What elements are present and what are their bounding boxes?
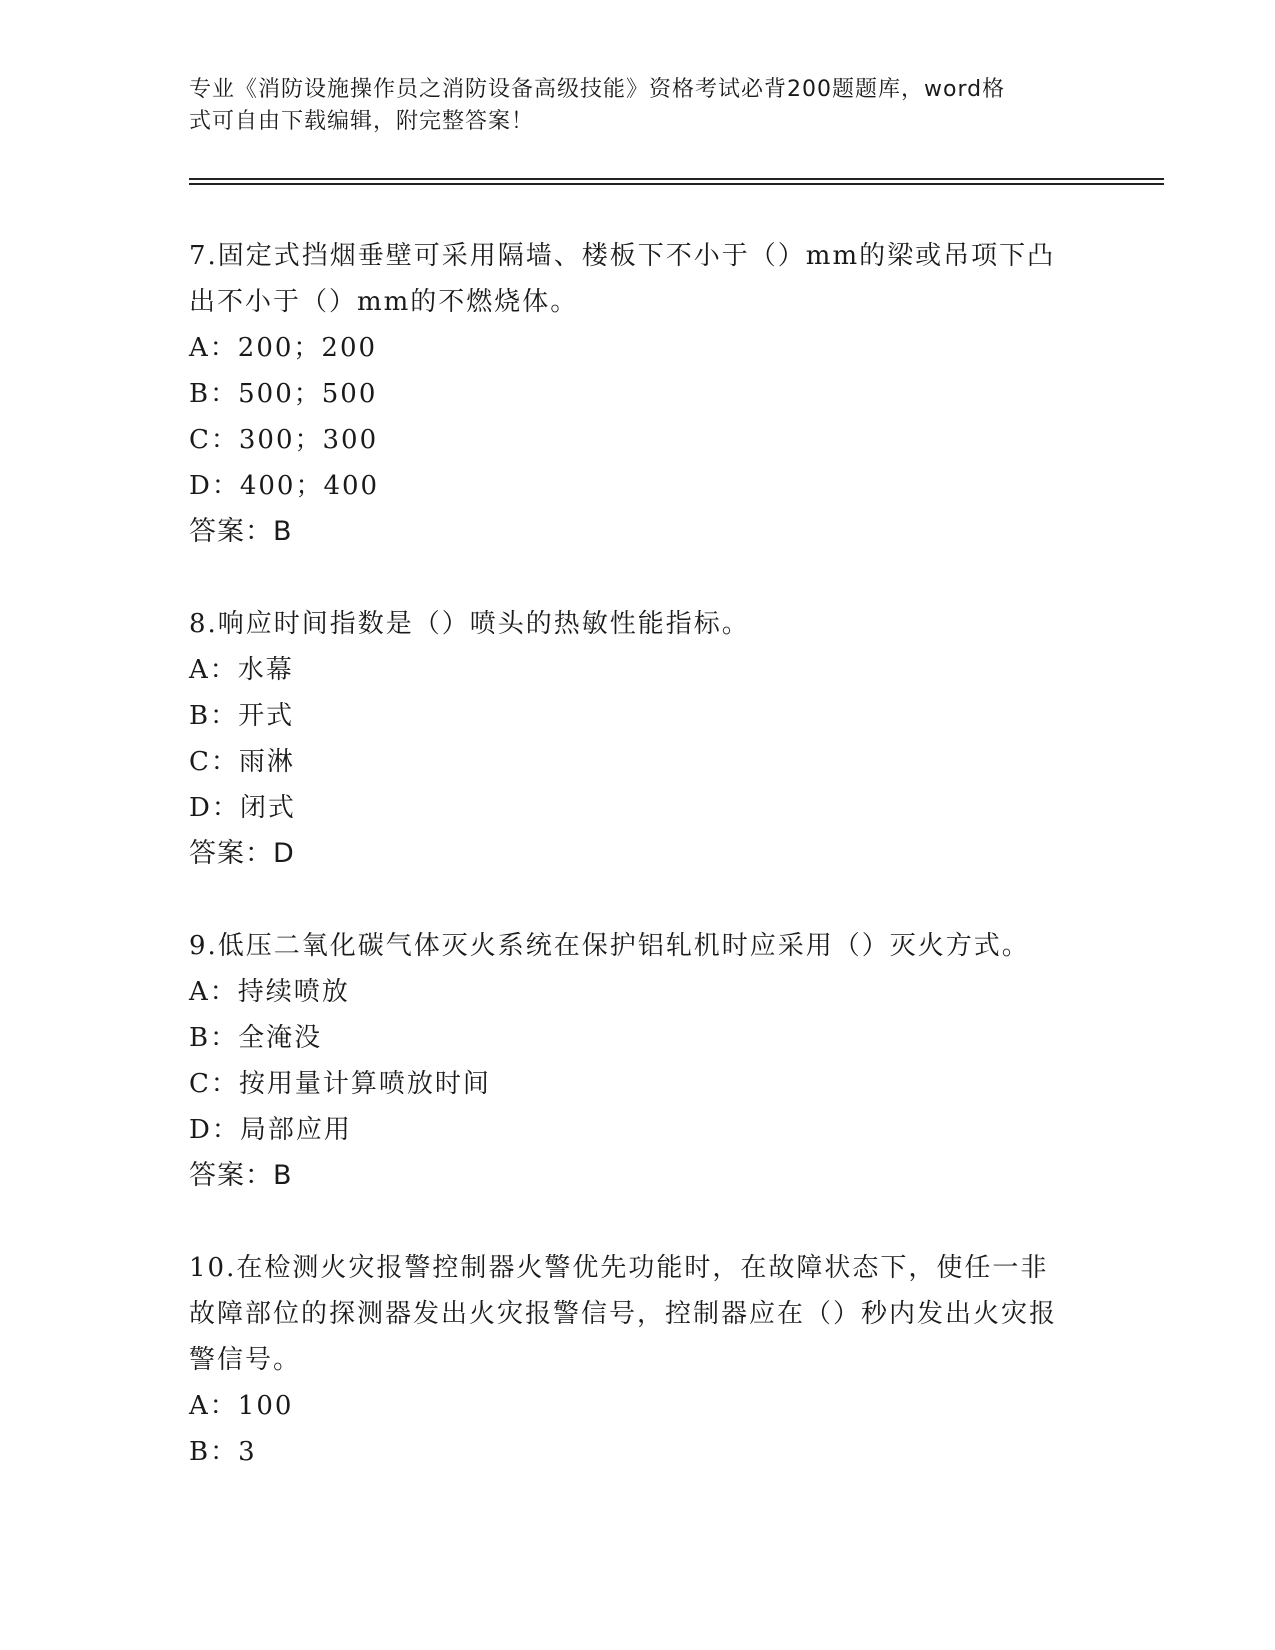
option-b: B：3 xyxy=(189,1437,257,1467)
option-a: A：水幕 xyxy=(189,655,294,685)
option-d: D：局部应用 xyxy=(189,1115,352,1145)
question-list xyxy=(189,233,1089,1521)
question-text: 9.低压二氧化碳气体灭火系统在保护铝轧机时应采用（）灭火方式。 xyxy=(189,931,1030,961)
header-line-2: 式可自由下载编辑，附完整答案！ xyxy=(189,109,535,134)
option-c: C：300；300 xyxy=(189,425,379,455)
question-text: 8.响应时间指数是（）喷头的热敏性能指标。 xyxy=(189,609,750,639)
option-d: D：400；400 xyxy=(189,471,380,501)
header-divider-bottom xyxy=(189,183,1164,185)
question-9 xyxy=(189,923,1089,1199)
answer-line: 答案：B xyxy=(189,516,293,547)
option-b: B：全淹没 xyxy=(189,1023,323,1053)
question-7 xyxy=(189,233,1089,555)
header-divider-top xyxy=(189,178,1164,180)
header-line-1: 专业《消防设施操作员之消防设备高级技能》资格考试必背200题题库，word格 xyxy=(189,77,1006,102)
answer-line: 答案：B xyxy=(189,1160,293,1191)
question-10 xyxy=(189,1245,1089,1475)
answer-line: 答案：D xyxy=(189,838,295,869)
question-8 xyxy=(189,601,1089,877)
option-d: D：闭式 xyxy=(189,793,296,823)
question-text: 7.固定式挡烟垂壁可采用隔墙、楼板下不小于（）mm的梁或吊项下凸出不小于（）mm的不燃烧体。 xyxy=(189,241,1056,317)
option-a: A：100 xyxy=(189,1391,294,1421)
option-b: B：开式 xyxy=(189,701,295,731)
option-c: C：雨淋 xyxy=(189,747,295,777)
document-header xyxy=(189,74,1069,138)
option-a: A：持续喷放 xyxy=(189,977,350,1007)
option-b: B：500；500 xyxy=(189,379,378,409)
option-a: A：200；200 xyxy=(189,333,378,363)
question-text: 10.在检测火灾报警控制器火警优先功能时，在故障状态下，使任一非故障部位的探测器发出火灾报警信号，控制器应在（）秒内发出火灾报警信号。 xyxy=(189,1253,1058,1375)
option-c: C：按用量计算喷放时间 xyxy=(189,1069,491,1099)
